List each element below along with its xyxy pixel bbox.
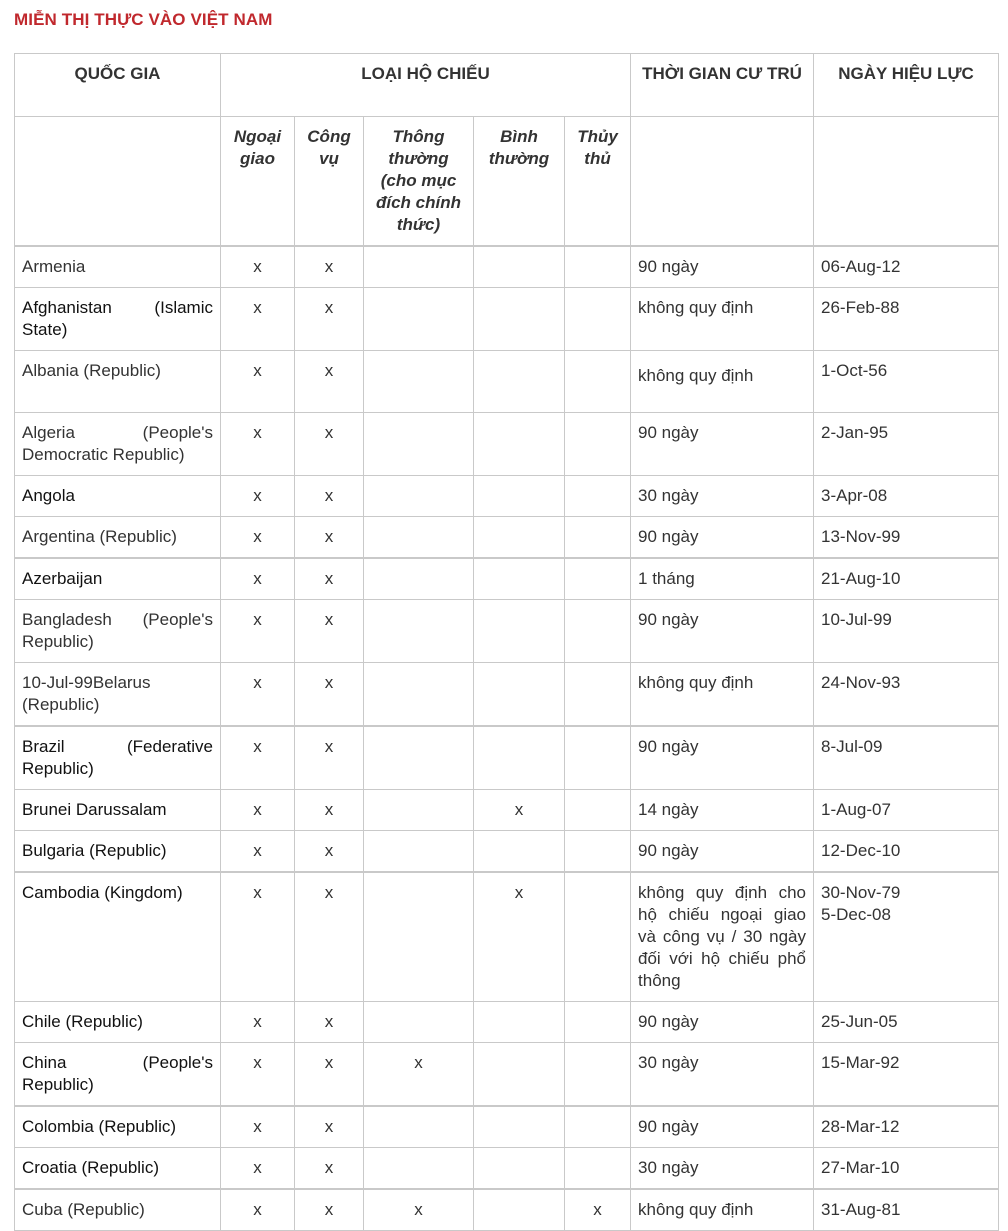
table-row — [15, 517, 999, 559]
effective-date-cell: 24-Nov-93 — [814, 663, 999, 727]
ordinary-mark — [474, 831, 565, 873]
country-cell: Croatia (Republic) — [15, 1148, 221, 1190]
official-mark: x — [295, 1148, 364, 1190]
stay-duration-cell: 90 ngày — [631, 246, 814, 288]
country-cell: Bulgaria (Republic) — [15, 831, 221, 873]
effective-date-cell: 31-Aug-81 — [814, 1189, 999, 1231]
ordinary-mark — [474, 1043, 565, 1107]
official-mark: x — [295, 517, 364, 559]
country-cell: Albania (Republic) — [15, 351, 221, 413]
country-cell: Azerbaijan — [15, 558, 221, 600]
seaman-mark — [565, 600, 631, 663]
table-row — [15, 476, 999, 517]
ordinary-mark — [474, 517, 565, 559]
ordinary-mark — [474, 726, 565, 790]
subheader-seaman: Thủy thủ — [565, 117, 631, 247]
ordinary-official-mark — [364, 413, 474, 476]
diplomatic-mark: x — [221, 476, 295, 517]
diplomatic-mark: x — [221, 790, 295, 831]
seaman-mark — [565, 872, 631, 1002]
table-row — [15, 246, 999, 288]
subheader-empty — [631, 117, 814, 247]
seaman-mark — [565, 558, 631, 600]
effective-date-cell: 21-Aug-10 — [814, 558, 999, 600]
table-row — [15, 1189, 999, 1231]
subheader-diplomatic: Ngoại giao — [221, 117, 295, 247]
effective-date-cell: 3-Apr-08 — [814, 476, 999, 517]
seaman-mark — [565, 1002, 631, 1043]
seaman-mark — [565, 246, 631, 288]
official-mark: x — [295, 288, 364, 351]
seaman-mark — [565, 831, 631, 873]
ordinary-mark — [474, 558, 565, 600]
country-cell: Cambodia (Kingdom) — [15, 872, 221, 1002]
table-row — [15, 1043, 999, 1107]
stay-duration-cell: 90 ngày — [631, 1002, 814, 1043]
table-row — [15, 790, 999, 831]
header-effective-date: NGÀY HIỆU LỰC — [814, 54, 999, 117]
stay-duration-cell: 30 ngày — [631, 1043, 814, 1107]
diplomatic-mark: x — [221, 1189, 295, 1231]
effective-date-cell: 1-Oct-56 — [814, 351, 999, 413]
seaman-mark — [565, 1106, 631, 1148]
diplomatic-mark: x — [221, 413, 295, 476]
ordinary-official-mark — [364, 558, 474, 600]
table-row — [15, 558, 999, 600]
stay-duration-cell: 90 ngày — [631, 1106, 814, 1148]
ordinary-official-mark — [364, 1148, 474, 1190]
table-row — [15, 726, 999, 790]
header-passport-type: LOẠI HỘ CHIẾU — [221, 54, 631, 117]
country-cell: Colombia (Republic) — [15, 1106, 221, 1148]
seaman-mark — [565, 726, 631, 790]
country-cell: Brazil (Federative Republic) — [15, 726, 221, 790]
seaman-mark — [565, 351, 631, 413]
effective-date-cell: 15-Mar-92 — [814, 1043, 999, 1107]
visa-exemption-table — [14, 53, 999, 1231]
table-row — [15, 600, 999, 663]
diplomatic-mark: x — [221, 1002, 295, 1043]
table-row — [15, 351, 999, 413]
ordinary-mark: x — [474, 872, 565, 1002]
ordinary-official-mark — [364, 351, 474, 413]
table-row — [15, 663, 999, 727]
subheader-empty — [814, 117, 999, 247]
country-cell: Armenia — [15, 246, 221, 288]
ordinary-mark — [474, 600, 565, 663]
header-row — [15, 54, 999, 117]
ordinary-mark — [474, 351, 565, 413]
official-mark: x — [295, 558, 364, 600]
stay-duration-cell: 30 ngày — [631, 1148, 814, 1190]
ordinary-mark — [474, 663, 565, 727]
diplomatic-mark: x — [221, 726, 295, 790]
ordinary-official-mark — [364, 790, 474, 831]
header-country: QUỐC GIA — [15, 54, 221, 117]
official-mark: x — [295, 1043, 364, 1107]
ordinary-mark — [474, 246, 565, 288]
subheader-empty — [15, 117, 221, 247]
effective-date-cell: 30-Nov-79 5-Dec-08 — [814, 872, 999, 1002]
official-mark: x — [295, 790, 364, 831]
official-mark: x — [295, 872, 364, 1002]
table-row — [15, 1002, 999, 1043]
diplomatic-mark: x — [221, 663, 295, 727]
ordinary-official-mark — [364, 476, 474, 517]
official-mark: x — [295, 1189, 364, 1231]
stay-duration-cell: 90 ngày — [631, 517, 814, 559]
diplomatic-mark: x — [221, 351, 295, 413]
ordinary-official-mark — [364, 663, 474, 727]
ordinary-mark: x — [474, 790, 565, 831]
stay-duration-cell: 14 ngày — [631, 790, 814, 831]
official-mark: x — [295, 663, 364, 727]
stay-duration-cell: 90 ngày — [631, 726, 814, 790]
seaman-mark — [565, 413, 631, 476]
table-row — [15, 1148, 999, 1190]
effective-date-cell: 10-Jul-99 — [814, 600, 999, 663]
stay-duration-cell: 1 tháng — [631, 558, 814, 600]
official-mark: x — [295, 413, 364, 476]
effective-date-cell: 13-Nov-99 — [814, 517, 999, 559]
effective-date-cell: 06-Aug-12 — [814, 246, 999, 288]
seaman-mark: x — [565, 1189, 631, 1231]
table-row — [15, 872, 999, 1002]
ordinary-official-mark — [364, 1002, 474, 1043]
seaman-mark — [565, 1043, 631, 1107]
effective-date-cell: 8-Jul-09 — [814, 726, 999, 790]
ordinary-mark — [474, 476, 565, 517]
seaman-mark — [565, 476, 631, 517]
country-cell: Argentina (Republic) — [15, 517, 221, 559]
seaman-mark — [565, 790, 631, 831]
stay-duration-cell: 30 ngày — [631, 476, 814, 517]
effective-date-cell: 25-Jun-05 — [814, 1002, 999, 1043]
country-cell: Angola — [15, 476, 221, 517]
diplomatic-mark: x — [221, 558, 295, 600]
ordinary-mark — [474, 288, 565, 351]
effective-date-cell: 2-Jan-95 — [814, 413, 999, 476]
ordinary-mark — [474, 413, 565, 476]
official-mark: x — [295, 476, 364, 517]
seaman-mark — [565, 517, 631, 559]
subheader-ordinary-official-purpose: Thông thường (cho mục đích chính thức) — [364, 117, 474, 247]
country-cell: Brunei Darussalam — [15, 790, 221, 831]
effective-date-cell: 28-Mar-12 — [814, 1106, 999, 1148]
ordinary-official-mark — [364, 246, 474, 288]
stay-duration-cell: không quy định cho hộ chiếu ngoại giao và công vụ / 30 ngày đối với hộ chiếu phổ thông — [631, 872, 814, 1002]
country-cell: Afghanistan (Islamic State) — [15, 288, 221, 351]
stay-duration-cell: không quy định — [631, 288, 814, 351]
stay-duration-cell: không quy định — [631, 351, 814, 413]
official-mark: x — [295, 1002, 364, 1043]
ordinary-official-mark — [364, 831, 474, 873]
effective-date-cell: 27-Mar-10 — [814, 1148, 999, 1190]
table-row — [15, 831, 999, 873]
official-mark: x — [295, 1106, 364, 1148]
diplomatic-mark: x — [221, 288, 295, 351]
seaman-mark — [565, 1148, 631, 1190]
country-cell: Algeria (People's Democratic Republic) — [15, 413, 221, 476]
official-mark: x — [295, 726, 364, 790]
ordinary-official-mark — [364, 726, 474, 790]
official-mark: x — [295, 351, 364, 413]
stay-duration-cell: 90 ngày — [631, 600, 814, 663]
seaman-mark — [565, 663, 631, 727]
diplomatic-mark: x — [221, 517, 295, 559]
subheader-ordinary: Bình thường — [474, 117, 565, 247]
diplomatic-mark: x — [221, 872, 295, 1002]
official-mark: x — [295, 831, 364, 873]
ordinary-official-mark — [364, 288, 474, 351]
stay-duration-cell: không quy định — [631, 1189, 814, 1231]
ordinary-mark — [474, 1002, 565, 1043]
subheader-row — [15, 117, 999, 247]
official-mark: x — [295, 600, 364, 663]
country-cell: China (People's Republic) — [15, 1043, 221, 1107]
table-row — [15, 1106, 999, 1148]
stay-duration-cell: 90 ngày — [631, 831, 814, 873]
ordinary-official-mark: x — [364, 1189, 474, 1231]
diplomatic-mark: x — [221, 600, 295, 663]
stay-duration-cell: không quy định — [631, 663, 814, 727]
country-cell: Chile (Republic) — [15, 1002, 221, 1043]
ordinary-mark — [474, 1106, 565, 1148]
country-cell: Bangladesh (People's Republic) — [15, 600, 221, 663]
stay-duration-cell: 90 ngày — [631, 413, 814, 476]
official-mark: x — [295, 246, 364, 288]
seaman-mark — [565, 288, 631, 351]
ordinary-official-mark — [364, 1106, 474, 1148]
ordinary-official-mark — [364, 872, 474, 1002]
diplomatic-mark: x — [221, 1043, 295, 1107]
effective-date-cell: 1-Aug-07 — [814, 790, 999, 831]
effective-date-cell: 26-Feb-88 — [814, 288, 999, 351]
table-row — [15, 413, 999, 476]
ordinary-official-mark — [364, 600, 474, 663]
ordinary-official-mark — [364, 517, 474, 559]
effective-date-cell: 12-Dec-10 — [814, 831, 999, 873]
page-title: MIỄN THỊ THỰC VÀO VIỆT NAM — [14, 10, 273, 29]
ordinary-mark — [474, 1189, 565, 1231]
diplomatic-mark: x — [221, 246, 295, 288]
ordinary-mark — [474, 1148, 565, 1190]
diplomatic-mark: x — [221, 1106, 295, 1148]
ordinary-official-mark: x — [364, 1043, 474, 1107]
subheader-official: Công vụ — [295, 117, 364, 247]
table-row — [15, 288, 999, 351]
country-cell: 10-Jul-99Belarus (Republic) — [15, 663, 221, 727]
table-body — [15, 246, 999, 1231]
diplomatic-mark: x — [221, 831, 295, 873]
header-stay-duration: THỜI GIAN CƯ TRÚ — [631, 54, 814, 117]
country-cell: Cuba (Republic) — [15, 1189, 221, 1231]
diplomatic-mark: x — [221, 1148, 295, 1190]
